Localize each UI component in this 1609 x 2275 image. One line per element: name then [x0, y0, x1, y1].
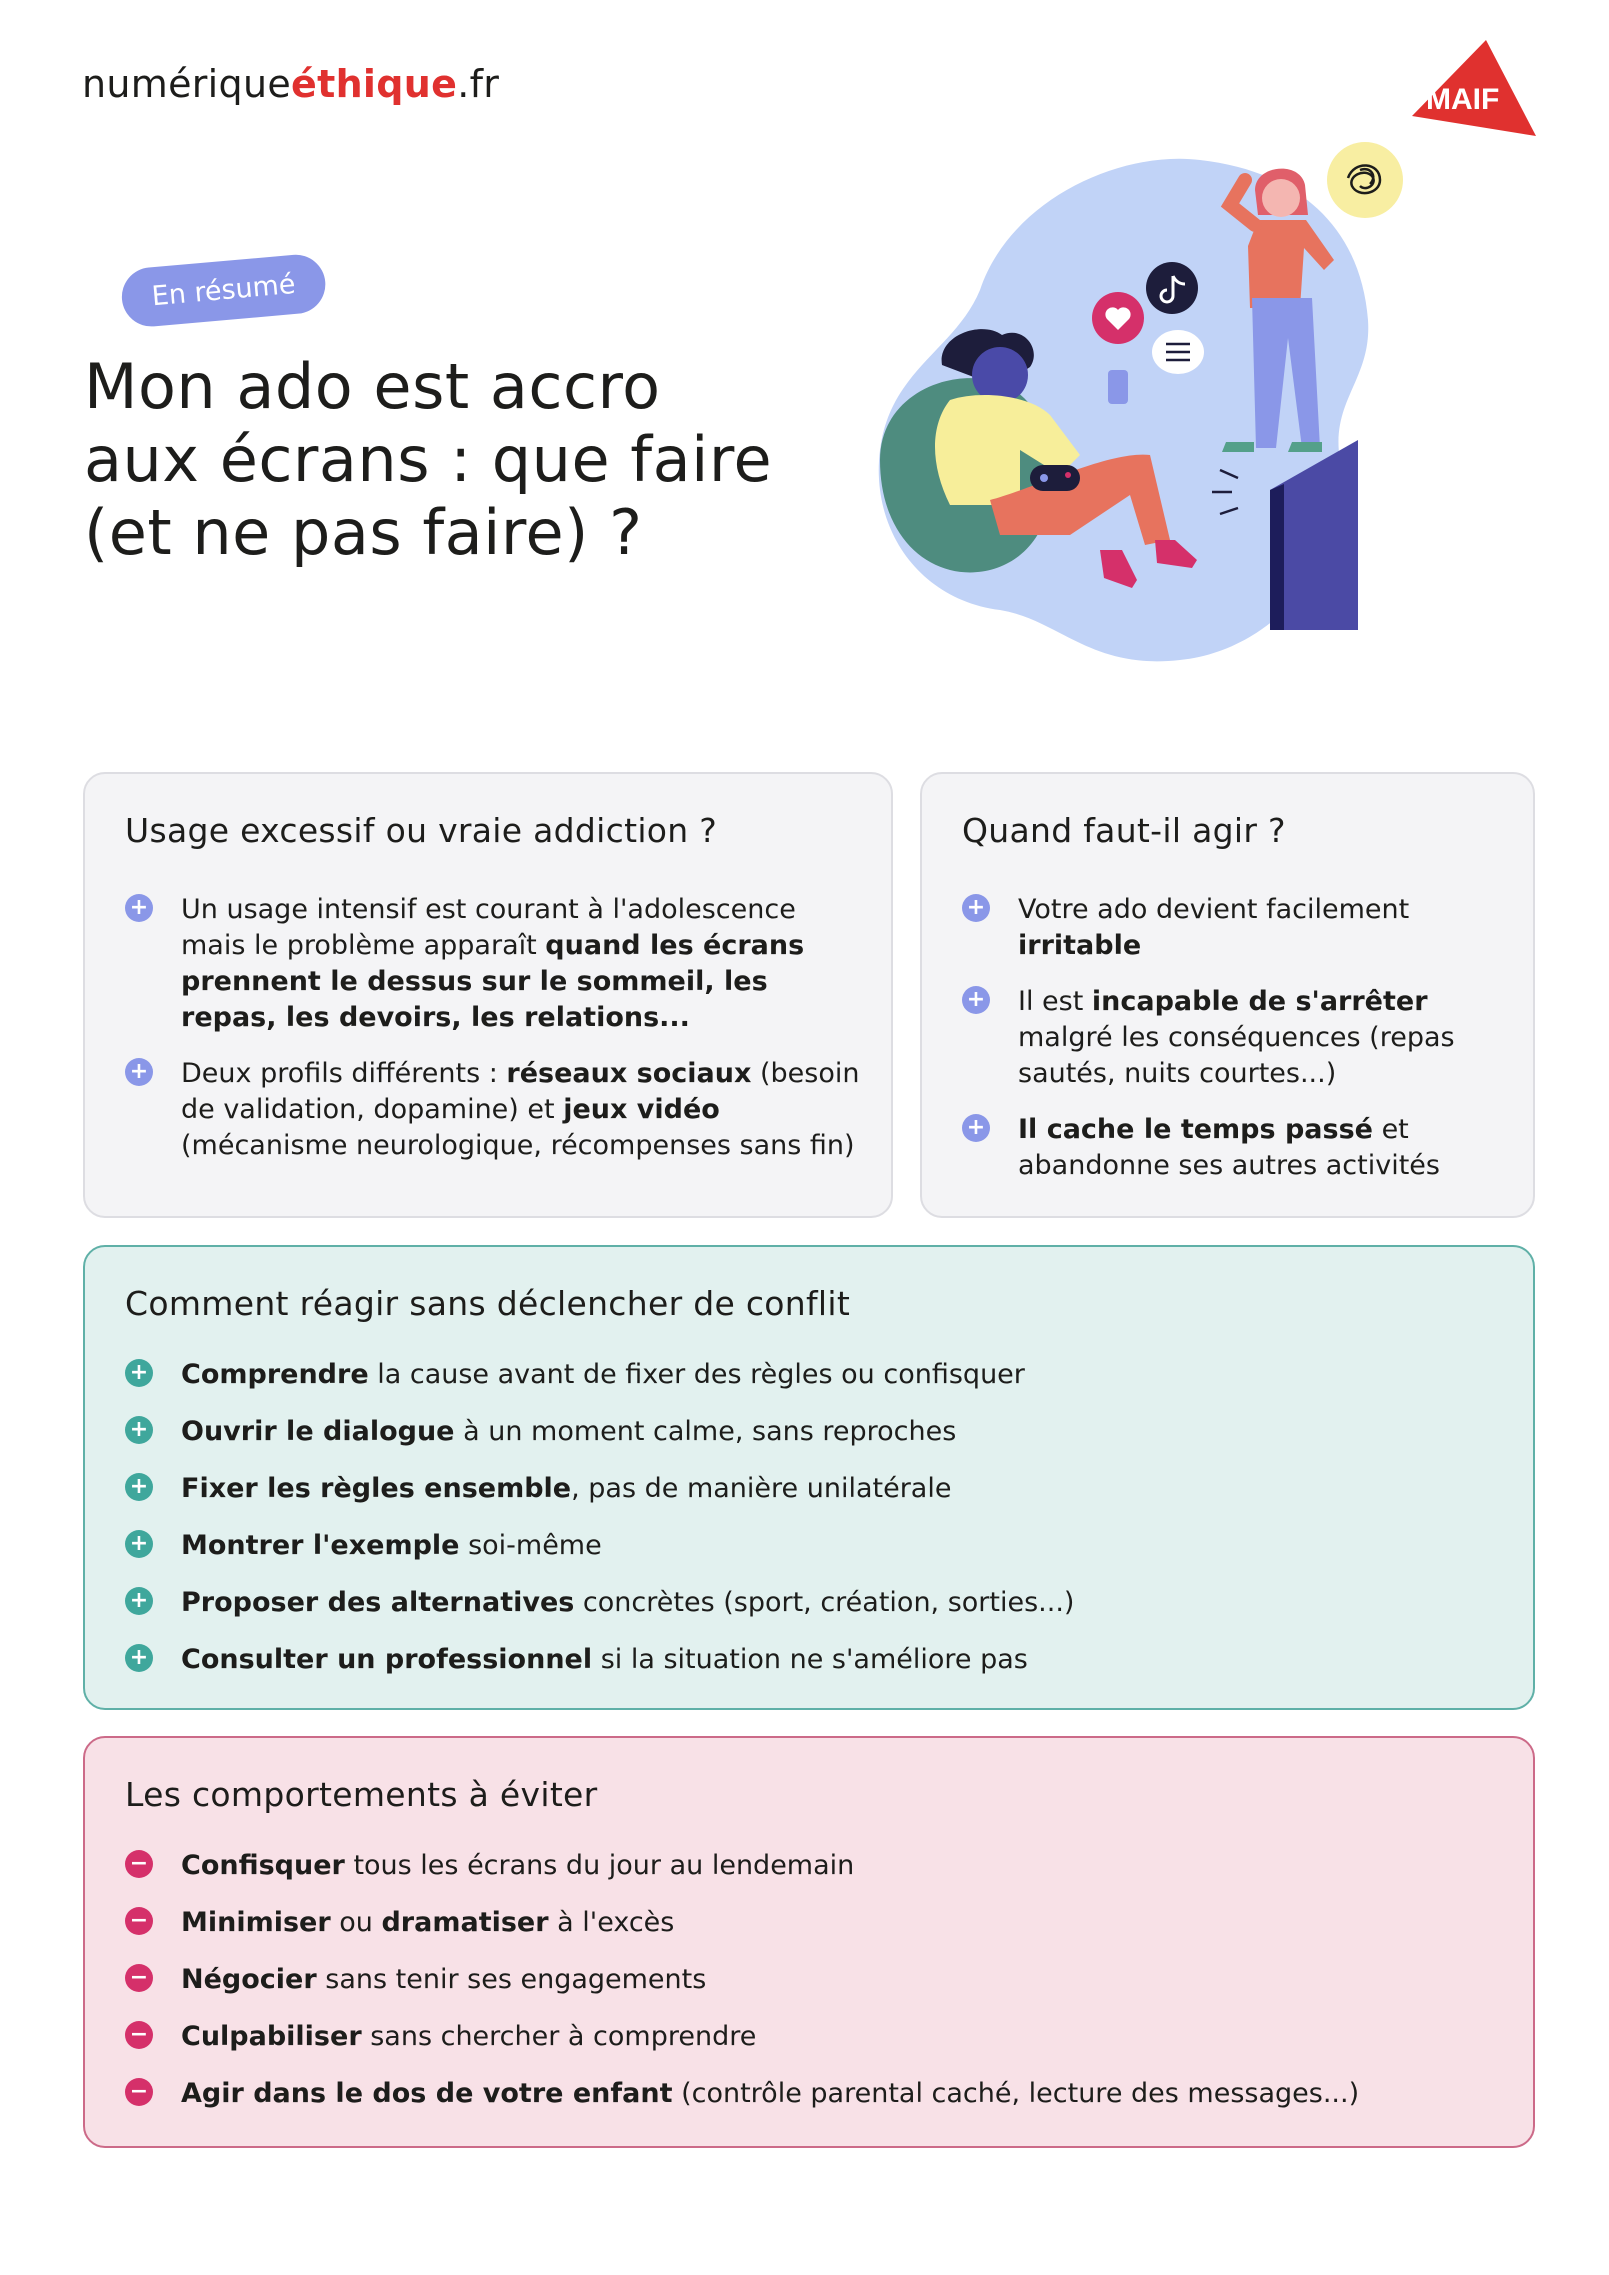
site-name-accent: éthique [291, 62, 458, 106]
card-usage [83, 772, 893, 1218]
card-eviter [83, 1736, 1535, 2148]
card-quand [920, 772, 1535, 1218]
list-item-text: concrètes (sport, création, sorties...) [574, 1587, 1075, 1618]
minus-icon: − [125, 2078, 153, 2106]
card-reagir [83, 1245, 1535, 1710]
list-item [125, 892, 861, 1036]
plus-icon: + [125, 1058, 153, 1086]
list-item [125, 1905, 1503, 1941]
list-item [125, 2019, 1503, 2055]
site-name[interactable] [82, 62, 499, 106]
list-item [125, 1414, 1503, 1450]
list-item-text: la cause avant de fixer des règles ou confisquer [368, 1359, 1025, 1390]
list-item-emphasis: quand les écrans prennent le dessus sur le sommeil, les repas, les devoirs, les relations... [181, 930, 805, 1033]
list-item-emphasis: réseaux sociaux [506, 1058, 752, 1089]
list-item-emphasis: Minimiser [181, 1907, 331, 1938]
list-item-emphasis: Négocier [181, 1964, 317, 1995]
hero-illustration [860, 130, 1420, 680]
card-quand-list [962, 892, 1503, 1204]
thought-bubble [1327, 142, 1403, 218]
title-line-1: Mon ado est accro [84, 350, 661, 423]
card-reagir-title: Comment réagir sans déclencher de conflit [125, 1284, 851, 1323]
list-item [125, 1357, 1503, 1393]
list-item [125, 1962, 1503, 1998]
list-item [125, 1642, 1503, 1678]
site-name-suffix: .fr [457, 62, 500, 106]
list-item-emphasis: incapable de s'arrêter [1091, 986, 1428, 1017]
title-line-3: (et ne pas faire) ? [84, 496, 643, 569]
plus-icon: + [125, 894, 153, 922]
list-item [125, 1056, 861, 1164]
list-item-text: sans tenir ses engagements [316, 1964, 707, 1995]
minus-icon: − [125, 2021, 153, 2049]
list-item [962, 1112, 1503, 1184]
list-item-emphasis: irritable [1018, 930, 1142, 961]
list-item-text: sans chercher à comprendre [361, 2021, 757, 2052]
plus-icon: + [125, 1416, 153, 1444]
list-item-text: (besoin de validation, dopamine) et [181, 1058, 860, 1125]
list-item-text: à un moment calme, sans reproches [454, 1416, 957, 1447]
plus-icon: + [125, 1473, 153, 1501]
list-item [125, 1471, 1503, 1507]
card-reagir-list [125, 1357, 1503, 1699]
minus-icon: − [125, 1964, 153, 1992]
list-item [962, 892, 1503, 964]
list-item [962, 984, 1503, 1092]
maif-logo-text: MAIF [1426, 83, 1500, 116]
list-item-text: Deux profils différents : [181, 1058, 507, 1089]
list-item-emphasis: Confisquer [181, 1850, 345, 1881]
plus-icon: + [125, 1644, 153, 1672]
plus-icon: + [125, 1359, 153, 1387]
list-item-text: si la situation ne s'améliore pas [592, 1644, 1028, 1675]
title-line-2: aux écrans : que faire [84, 423, 773, 496]
list-item-emphasis: Proposer des alternatives [181, 1587, 575, 1618]
plus-icon: + [125, 1530, 153, 1558]
list-item-text: et abandonne ses autres activités [1018, 1114, 1440, 1181]
list-item-text: Un usage intensif est courant à l'adolescence mais le problème apparaît [181, 894, 796, 961]
list-item-text: (mécanisme neurologique, récompenses sans fin) [181, 1130, 855, 1161]
list-item-text: Il est [1018, 986, 1092, 1017]
list-item [125, 1528, 1503, 1564]
list-item-emphasis: Ouvrir le dialogue [181, 1416, 455, 1447]
list-item-emphasis: jeux vidéo [563, 1094, 720, 1125]
card-usage-list [125, 892, 861, 1184]
minus-icon: − [125, 1907, 153, 1935]
list-item-text: tous les écrans du jour au lendemain [344, 1850, 855, 1881]
list-item-emphasis: Comprendre [181, 1359, 369, 1390]
list-item-text: , pas de manière unilatérale [571, 1473, 952, 1504]
list-item-emphasis: Consulter un professionnel [181, 1644, 593, 1675]
card-usage-title: Usage excessif ou vraie addiction ? [125, 811, 718, 850]
list-item-text: (contrôle parental caché, lecture des messages...) [672, 2078, 1360, 2109]
list-item-text: ou [330, 1907, 382, 1938]
minus-icon: − [125, 1850, 153, 1878]
card-eviter-list [125, 1848, 1503, 2133]
list-item-text: soi-même [459, 1530, 602, 1561]
list-item-emphasis: Montrer l'exemple [181, 1530, 460, 1561]
list-item-emphasis: Culpabiliser [181, 2021, 362, 2052]
list-item-emphasis: Il cache le temps passé [1018, 1114, 1373, 1145]
list-item-emphasis: Fixer les règles ensemble [181, 1473, 572, 1504]
plus-icon: + [125, 1587, 153, 1615]
list-item [125, 2076, 1503, 2112]
plus-icon: + [962, 986, 990, 1014]
summary-badge: En résumé [119, 252, 327, 329]
plus-icon: + [962, 1114, 990, 1142]
card-quand-title: Quand faut-il agir ? [962, 811, 1286, 850]
list-item-text: à l'excès [548, 1907, 675, 1938]
list-item-text: malgré les conséquences (repas sautés, nuits courtes...) [1018, 1022, 1455, 1089]
page-title [84, 350, 784, 569]
list-item-emphasis: Agir dans le dos de votre enfant [181, 2078, 673, 2109]
list-item-text: Votre ado devient facilement [1018, 894, 1410, 925]
card-eviter-title: Les comportements à éviter [125, 1775, 598, 1814]
site-name-prefix: numérique [82, 62, 292, 106]
plus-icon: + [962, 894, 990, 922]
list-item-emphasis: dramatiser [381, 1907, 549, 1938]
maif-logo [1412, 40, 1536, 136]
list-item [125, 1585, 1503, 1621]
list-item [125, 1848, 1503, 1884]
